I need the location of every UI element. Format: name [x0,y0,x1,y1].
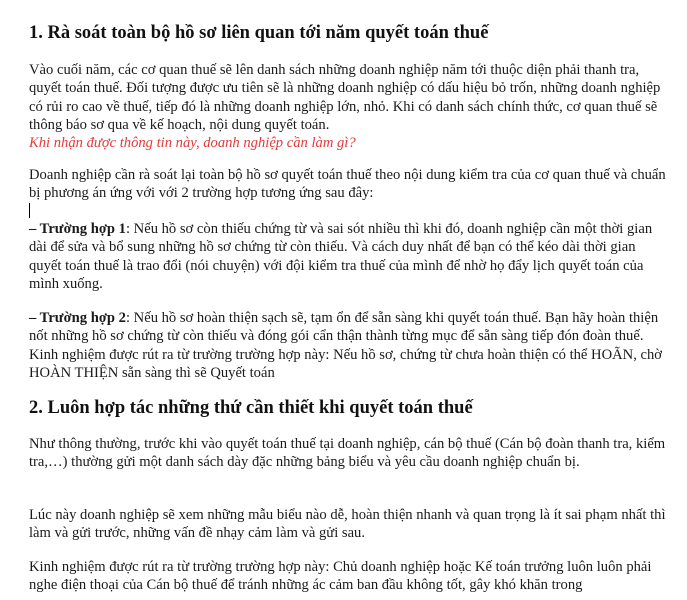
paragraph-case-1 [29,220,669,293]
case-1-label: – Trường hợp 1 [29,221,126,237]
text-cursor [29,203,30,218]
heading-section-1: 1. Rà soát toàn bộ hồ sơ liên quan tới năm quyết toán thuế [29,23,489,43]
case-2-text: : Nếu hồ sơ hoàn thiện sạch sẽ, tạm ổn để sẵn sàng khi quyết toán thuế. Bạn hãy hoàn thiện nốt những hồ sơ chứng từ còn thiếu và đóng gói cẩn thận thành từng mục để sẵn sàng tiếp đón đoàn thuế. Kinh nghiệm được rút ra từ trường trường hợp này: Nếu hồ sơ, chứng từ chưa hoàn thiện có thể HOÃN, chờ HOÀN THIỆN sẵn sàng thì sẽ Quyết toán [29,310,663,381]
paragraph-4: Lúc này doanh nghiệp sẽ xem những mẫu biểu nào dễ, hoàn thiện nhanh và quan trọng là ít sai phạm nhất thì làm và gửi trước, những vấn đề nhạy cảm làm và gửi sau. [29,507,666,542]
paragraph-case-2 [29,309,669,382]
case-1-text: : Nếu hồ sơ còn thiếu chứng từ và sai sót nhiều thì khi đó, doanh nghiệp cần một thời gian dài để sửa và bổ sung những hồ sơ chứng từ còn thiếu. Và cách duy nhất để bạn có thể kéo dài thời gian quyết toán thuế là trao đổi (nói chuyện) với đội kiểm tra thuế của mình để nhờ họ đẩy lịch quyết toán của mình xuống. [29,221,653,292]
paragraph-3: Như thông thường, trước khi vào quyết toán thuế tại doanh nghiệp, cán bộ thuế (Cán bộ đoàn thanh tra, kiểm tra,…) thường gửi một danh sách dày đặc những bảng biểu và yêu cầu doanh nghiệp chuẩn bị. [29,436,666,471]
heading-section-2: 2. Luôn hợp tác những thứ cần thiết khi quyết toán thuế [29,398,473,418]
paragraph-5: Kinh nghiệm được rút ra từ trường trường hợp này: Chủ doanh nghiệp hoặc Kế toán trưởng luôn luôn phải nghe điện thoại của Cán bộ thuế để tránh những ác cảm ban đầu không tốt, gây khó khăn trong [29,559,652,594]
paragraph-2: Doanh nghiệp cần rà soát lại toàn bộ hồ sơ quyết toán thuế theo nội dung kiểm tra của cơ quan thuế và chuẩn bị phương án ứng với với 2 trường hợp tương ứng sau đây: [29,167,666,202]
case-2-label: – Trường hợp 2 [29,310,126,326]
paragraph-1 [29,61,669,152]
paragraph-intro: Vào cuối năm, các cơ quan thuế sẽ lên danh sách những doanh nghiệp năm tới thuộc diện phải thanh tra, quyết toán thuế. Đối tượng được ưu tiên sẽ là những doanh nghiệp có dấu hiệu bỏ trốn, những doanh nghiệp có rủi ro cao về thuế, tiếp đó là những doanh nghiệp lớn, nhỏ. Khi có danh sách chính thức, cơ quan thuế sẽ thông báo sơ qua về kế hoạch, nội dung quyết toán. [29,62,661,133]
question-line: Khi nhận được thông tin này, doanh nghiệp cần làm gì? [29,135,356,152]
text-cursor-line[interactable] [29,203,30,221]
